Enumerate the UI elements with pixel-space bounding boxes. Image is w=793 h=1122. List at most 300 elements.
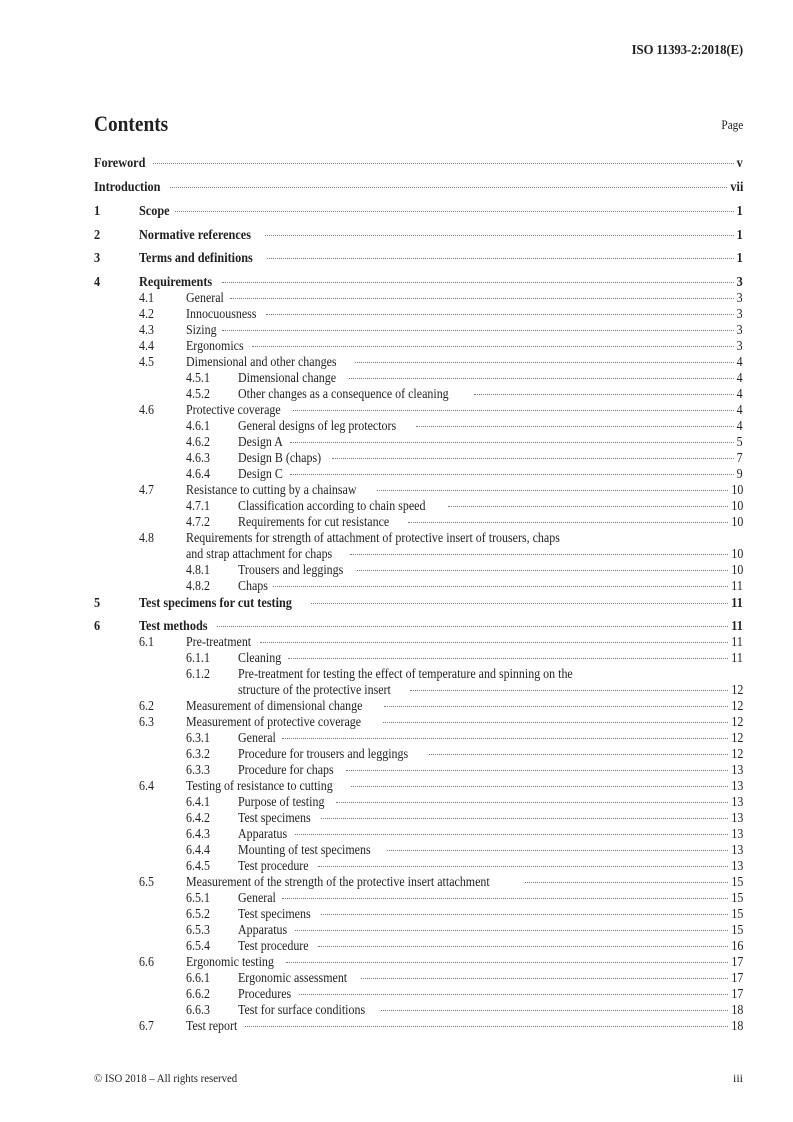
- section-number: 4.5.1: [186, 369, 210, 385]
- dot-leader: [381, 1010, 727, 1011]
- dot-leader: [318, 866, 727, 867]
- dot-leader: [290, 474, 734, 475]
- section-title[interactable]: Test procedure: [238, 858, 309, 873]
- dot-leader: [318, 946, 727, 947]
- toc-entry-line: [238, 682, 743, 698]
- section-number: 2: [94, 226, 101, 242]
- section-title[interactable]: Other changes as a consequence of cleaning: [238, 385, 449, 401]
- toc-entry[interactable]: [94, 938, 743, 954]
- section-number: 6.1: [139, 634, 154, 649]
- toc-entry[interactable]: [94, 906, 743, 922]
- toc-entry-line: [238, 986, 743, 1002]
- section-number: 6.6: [139, 954, 154, 969]
- dot-leader: [332, 458, 734, 459]
- section-number: 4.2: [139, 305, 154, 321]
- dot-leader: [350, 554, 727, 555]
- toc-entry[interactable]: [94, 434, 743, 450]
- toc-entry-line: [238, 906, 743, 922]
- section-number: 6.1.1: [186, 650, 210, 665]
- section-title[interactable]: Chaps: [238, 577, 268, 593]
- page-ref[interactable]: 11: [731, 577, 743, 593]
- section-number: 6.3: [139, 714, 154, 729]
- section-title[interactable]: Terms and definitions: [139, 250, 253, 265]
- toc-entry-line: [238, 890, 743, 906]
- section-number: 6.4.5: [186, 858, 210, 873]
- dot-leader: [295, 834, 728, 835]
- section-title[interactable]: Test specimens: [238, 906, 311, 921]
- section-title[interactable]: Dimensional and other changes: [186, 353, 337, 369]
- toc-entry[interactable]: [94, 306, 743, 322]
- section-number: 4.7.1: [186, 497, 210, 513]
- section-number: 6.5.1: [186, 890, 210, 905]
- section-number: 4.6.3: [186, 449, 210, 465]
- toc-entry[interactable]: [94, 290, 743, 306]
- toc-entry[interactable]: [94, 986, 743, 1002]
- toc-entry-line: [186, 874, 743, 890]
- toc-entry-line: [238, 578, 743, 594]
- page-column-label: Page: [721, 118, 743, 132]
- toc-entry[interactable]: [94, 273, 743, 290]
- page-ref[interactable]: 12: [731, 682, 743, 697]
- section-title[interactable]: Procedure for trousers and leggings: [238, 746, 409, 761]
- section-title[interactable]: and strap attachment for chaps: [186, 545, 333, 561]
- page-ref[interactable]: 15: [731, 874, 743, 889]
- dot-leader: [410, 690, 728, 691]
- section-title[interactable]: Requirements for cut resistance: [238, 513, 390, 529]
- page-ref[interactable]: 13: [731, 842, 743, 857]
- section-title[interactable]: Measurement of protective coverage: [186, 714, 362, 729]
- page-ref[interactable]: 4: [737, 369, 743, 385]
- toc-entry-line: [238, 1002, 743, 1018]
- section-number: 6.5: [139, 874, 154, 889]
- section-number: 6: [94, 618, 101, 633]
- page-ref[interactable]: 4: [737, 401, 743, 417]
- page-ref[interactable]: 11: [731, 594, 743, 610]
- section-number: 6.1.2: [186, 666, 210, 681]
- toc-entry[interactable]: [94, 450, 743, 466]
- section-title[interactable]: Procedure for chaps: [238, 762, 334, 777]
- toc-entry-line: [238, 938, 743, 954]
- section-number: 6.6.1: [186, 970, 210, 985]
- page-ref[interactable]: 4: [737, 353, 743, 369]
- page-ref[interactable]: 13: [731, 762, 743, 777]
- toc-entry-line: [238, 762, 743, 778]
- toc-entry-line: [238, 842, 743, 858]
- toc-entry-line: [238, 434, 743, 450]
- toc-entry[interactable]: [94, 179, 743, 203]
- page-ref[interactable]: 13: [731, 778, 743, 793]
- dot-leader: [355, 362, 734, 363]
- section-title[interactable]: Design A: [238, 433, 283, 449]
- table-of-contents: [94, 155, 743, 1034]
- toc-entry[interactable]: [94, 617, 743, 634]
- dot-leader: [175, 211, 734, 212]
- dot-leader: [408, 522, 728, 523]
- page-ref[interactable]: 18: [731, 1002, 743, 1017]
- toc-entry-line: [186, 954, 743, 970]
- section-number: 4.7: [139, 481, 154, 497]
- page-ref[interactable]: 3: [737, 337, 743, 353]
- section-title[interactable]: Apparatus: [238, 922, 288, 937]
- toc-entry-line: [186, 482, 743, 498]
- dot-leader: [282, 738, 728, 739]
- section-title[interactable]: Measurement of the strength of the protective insert attachment: [186, 874, 490, 889]
- section-title[interactable]: General: [186, 289, 224, 305]
- toc-entry[interactable]: [94, 578, 743, 594]
- page-ref[interactable]: 12: [731, 698, 743, 713]
- section-title[interactable]: Apparatus: [238, 826, 288, 841]
- section-number: 3: [94, 250, 101, 265]
- toc-entry-line: [238, 810, 743, 826]
- toc-entry-line: [238, 794, 743, 810]
- section-title[interactable]: Pre-treatment for testing the effect of temperature and spinning on the: [238, 666, 573, 681]
- toc-entry[interactable]: [94, 202, 743, 226]
- dot-leader: [349, 378, 734, 379]
- section-number: 4.5.2: [186, 385, 210, 401]
- dot-leader: [170, 187, 727, 188]
- section-title[interactable]: Classification according to chain speed: [238, 497, 426, 513]
- section-title[interactable]: Test procedure: [238, 938, 309, 953]
- section-title[interactable]: Ergonomics: [186, 337, 244, 353]
- page-ref[interactable]: 10: [731, 481, 743, 497]
- section-number: 4.3: [139, 321, 154, 337]
- dot-leader: [265, 235, 734, 236]
- page-ref[interactable]: 17: [731, 986, 743, 1001]
- page-ref[interactable]: 1: [736, 250, 743, 265]
- page-ref[interactable]: 3: [737, 305, 743, 321]
- toc-entry-line: [238, 746, 743, 762]
- toc-entry-line: [186, 354, 743, 370]
- page-ref[interactable]: 13: [731, 826, 743, 841]
- page-ref[interactable]: 13: [731, 858, 743, 873]
- page-ref[interactable]: 4: [737, 385, 743, 401]
- toc-entry[interactable]: [94, 482, 743, 498]
- dot-leader: [295, 930, 728, 931]
- toc-entry[interactable]: [94, 370, 743, 386]
- page-ref[interactable]: 3: [736, 273, 743, 289]
- toc-entry[interactable]: [94, 1018, 743, 1034]
- toc-entry[interactable]: [94, 386, 743, 402]
- section-title[interactable]: Sizing: [186, 321, 217, 337]
- section-title[interactable]: Test for surface conditions: [238, 1002, 366, 1017]
- toc-entry[interactable]: [94, 1002, 743, 1018]
- dot-leader: [153, 163, 734, 164]
- toc-entry[interactable]: [94, 249, 743, 273]
- dot-leader: [217, 626, 728, 627]
- page-ref[interactable]: 15: [731, 906, 743, 921]
- section-title[interactable]: Test specimens: [238, 810, 311, 825]
- toc-entry-line: [186, 778, 743, 794]
- page-ref[interactable]: 11: [731, 634, 743, 649]
- dot-leader: [290, 442, 734, 443]
- section-number: 4.1: [139, 289, 154, 305]
- page-ref[interactable]: 11: [731, 618, 743, 633]
- page-ref[interactable]: 4: [737, 417, 743, 433]
- dot-leader: [273, 586, 728, 587]
- section-number: 6.5.2: [186, 906, 210, 921]
- section-title[interactable]: Trousers and leggings: [238, 561, 344, 577]
- toc-entry[interactable]: [94, 594, 743, 618]
- page-ref[interactable]: 15: [731, 890, 743, 905]
- dot-leader: [311, 603, 728, 604]
- section-title[interactable]: Procedures: [238, 986, 292, 1001]
- toc-entry[interactable]: [94, 826, 743, 842]
- section-title[interactable]: Requirements for strength of attachment of protective insert of trousers, chaps: [186, 529, 560, 545]
- toc-entry[interactable]: [94, 322, 743, 338]
- dot-leader: [245, 1026, 728, 1027]
- dot-leader: [383, 722, 728, 723]
- copyright-notice: © ISO 2018 – All rights reserved: [94, 1071, 238, 1085]
- toc-entry-line: [238, 498, 743, 514]
- page-ref[interactable]: 10: [731, 497, 743, 513]
- dot-leader: [429, 754, 728, 755]
- section-title[interactable]: Mounting of test specimens: [238, 842, 371, 857]
- toc-entry-line: [238, 386, 743, 402]
- toc-entry[interactable]: [94, 155, 743, 179]
- page-ref[interactable]: 1: [736, 203, 743, 218]
- toc-entry-line: [186, 338, 743, 354]
- section-number: 6.3.2: [186, 746, 210, 761]
- dot-leader: [293, 410, 734, 411]
- section-number: 6.4: [139, 778, 154, 793]
- section-title[interactable]: Innocuousness: [186, 305, 257, 321]
- page-ref[interactable]: 12: [731, 730, 743, 745]
- section-number: 6.4.1: [186, 794, 210, 809]
- section-title[interactable]: Ergonomic assessment: [238, 970, 348, 985]
- toc-entry[interactable]: [94, 402, 743, 418]
- section-title[interactable]: Requirements: [139, 273, 213, 289]
- page-ref[interactable]: v: [736, 155, 743, 170]
- toc-entry[interactable]: [94, 562, 743, 578]
- section-title[interactable]: Introduction: [94, 178, 161, 194]
- section-title[interactable]: General designs of leg protectors: [238, 417, 397, 433]
- toc-entry-line: [238, 466, 743, 482]
- page-ref[interactable]: 18: [731, 1018, 743, 1033]
- section-title[interactable]: General: [238, 890, 276, 905]
- dot-leader: [336, 802, 728, 803]
- toc-entry[interactable]: [94, 418, 743, 434]
- toc-entry-line: [238, 650, 743, 666]
- dot-leader: [321, 818, 728, 819]
- section-number: 6.4.4: [186, 842, 210, 857]
- toc-entry-line: [238, 450, 743, 466]
- section-title[interactable]: Test methods: [139, 618, 208, 633]
- section-number: 6.3.1: [186, 730, 210, 745]
- page-ref[interactable]: 3: [737, 289, 743, 305]
- section-title[interactable]: Test report: [186, 1018, 238, 1033]
- page-ref[interactable]: 3: [737, 321, 743, 337]
- toc-entry-line: [186, 402, 743, 418]
- section-number: 4: [94, 273, 101, 289]
- toc-entry[interactable]: [94, 970, 743, 986]
- toc-entry-line: [139, 202, 743, 220]
- section-number: 4.8: [139, 529, 154, 545]
- dot-leader: [252, 346, 734, 347]
- dot-leader: [416, 426, 735, 427]
- toc-entry-line: [238, 562, 743, 578]
- dot-leader: [361, 978, 727, 979]
- dot-leader: [282, 898, 728, 899]
- section-title[interactable]: Testing of resistance to cutting: [186, 778, 333, 793]
- page-number: iii: [732, 1071, 743, 1085]
- section-number: 1: [94, 203, 101, 218]
- section-number: 6.4.2: [186, 810, 210, 825]
- document-id: ISO 11393-2:2018(E): [631, 43, 743, 58]
- toc-entry-line: [139, 249, 743, 267]
- toc-entry[interactable]: [94, 530, 743, 546]
- toc-entry[interactable]: [94, 858, 743, 874]
- dot-leader: [448, 506, 727, 507]
- page-ref[interactable]: 16: [731, 938, 743, 953]
- section-title[interactable]: Foreword: [94, 155, 146, 170]
- toc-entry[interactable]: [94, 890, 743, 906]
- section-number: 6.5.4: [186, 938, 210, 953]
- toc-entry[interactable]: [94, 714, 743, 730]
- toc-entry-line: [186, 306, 743, 322]
- toc-entry[interactable]: [94, 762, 743, 778]
- page-ref[interactable]: 17: [731, 970, 743, 985]
- dot-leader: [525, 882, 727, 883]
- section-title[interactable]: Purpose of testing: [238, 794, 325, 809]
- toc-entry-line: [139, 617, 743, 635]
- toc-entry-line: [139, 226, 743, 244]
- page-ref[interactable]: 1: [736, 226, 743, 242]
- toc-entry[interactable]: [94, 338, 743, 354]
- toc-entry-line: [139, 594, 743, 612]
- section-title[interactable]: General: [238, 730, 276, 745]
- page-ref[interactable]: 17: [731, 954, 743, 969]
- toc-entry[interactable]: [94, 842, 743, 858]
- dot-leader: [222, 330, 734, 331]
- page-ref[interactable]: 12: [731, 746, 743, 761]
- toc-entry-line: [186, 1018, 743, 1034]
- page-ref[interactable]: 7: [737, 449, 743, 465]
- toc-entry[interactable]: [94, 874, 743, 890]
- dot-leader: [286, 962, 728, 963]
- page-ref[interactable]: vii: [730, 178, 743, 194]
- section-number: 6.7: [139, 1018, 154, 1033]
- dot-leader: [474, 394, 734, 395]
- section-number: 6.2: [139, 698, 154, 713]
- dot-leader: [260, 642, 728, 643]
- section-number: 4.6.4: [186, 465, 210, 481]
- toc-entry-line: [186, 698, 743, 714]
- toc-entry-line: [238, 826, 743, 842]
- toc-entry-line: [238, 970, 743, 986]
- page-ref[interactable]: 13: [731, 810, 743, 825]
- toc-entry[interactable]: [94, 666, 743, 682]
- toc-entry-line: [94, 155, 743, 171]
- page-ref[interactable]: 10: [731, 513, 743, 529]
- section-number: 6.4.3: [186, 826, 210, 841]
- toc-entry-line: [186, 546, 743, 562]
- toc-entry-line: [238, 922, 743, 938]
- toc-entry[interactable]: [94, 634, 743, 650]
- section-title[interactable]: Normative references: [139, 226, 251, 242]
- section-number: 6.3.3: [186, 762, 210, 777]
- section-number: 4.7.2: [186, 513, 210, 529]
- section-title[interactable]: Design B (chaps): [238, 449, 322, 465]
- page-ref[interactable]: 13: [731, 794, 743, 809]
- dot-leader: [299, 994, 728, 995]
- section-number: 4.6: [139, 401, 154, 417]
- toc-entry-line: [238, 514, 743, 530]
- toc-entry-line: [238, 730, 743, 746]
- toc-entry-line: [139, 273, 743, 291]
- toc-entry[interactable]: [94, 730, 743, 746]
- section-title[interactable]: Resistance to cutting by a chainsaw: [186, 481, 357, 497]
- section-title[interactable]: Test specimens for cut testing: [139, 594, 292, 610]
- page-ref[interactable]: 10: [731, 561, 743, 577]
- toc-entry[interactable]: [94, 226, 743, 250]
- page-ref[interactable]: 12: [731, 714, 743, 729]
- toc-entry[interactable]: [94, 546, 743, 562]
- toc-entry[interactable]: [94, 922, 743, 938]
- toc-entry[interactable]: [94, 778, 743, 794]
- toc-entry-line: [186, 714, 743, 730]
- toc-entry[interactable]: [94, 354, 743, 370]
- dot-leader: [377, 490, 727, 491]
- section-title[interactable]: Design C: [238, 465, 283, 481]
- section-number: 4.8.1: [186, 561, 210, 577]
- toc-entry[interactable]: [94, 746, 743, 762]
- toc-entry-line: [186, 530, 743, 546]
- dot-leader: [321, 914, 728, 915]
- dot-leader: [230, 298, 734, 299]
- toc-entry[interactable]: [94, 650, 743, 666]
- toc-entry[interactable]: [94, 698, 743, 714]
- dot-leader: [222, 282, 734, 283]
- section-number: 6.6.3: [186, 1002, 210, 1017]
- page-ref[interactable]: 11: [731, 650, 743, 665]
- section-number: 6.6.2: [186, 986, 210, 1001]
- dot-leader: [351, 786, 728, 787]
- page-ref[interactable]: 9: [737, 465, 743, 481]
- toc-entry-line: [186, 634, 743, 650]
- dot-leader: [387, 850, 727, 851]
- page-title: Contents: [94, 111, 169, 136]
- section-number: 4.4: [139, 337, 154, 353]
- section-number: 5: [94, 594, 101, 610]
- section-title[interactable]: Dimensional change: [238, 369, 337, 385]
- dot-leader: [267, 258, 734, 259]
- toc-entry[interactable]: [94, 682, 743, 698]
- section-number: 4.8.2: [186, 577, 210, 593]
- section-title[interactable]: Cleaning: [238, 650, 282, 665]
- section-title[interactable]: Pre-treatment: [186, 634, 252, 649]
- toc-entry-line: [238, 666, 743, 682]
- section-title[interactable]: Measurement of dimensional change: [186, 698, 363, 713]
- toc-entry[interactable]: [94, 810, 743, 826]
- section-title[interactable]: structure of the protective insert: [238, 682, 391, 697]
- toc-entry[interactable]: [94, 954, 743, 970]
- toc-entry[interactable]: [94, 466, 743, 482]
- page-ref[interactable]: 5: [737, 433, 743, 449]
- section-title[interactable]: Ergonomic testing: [186, 954, 274, 969]
- page-ref[interactable]: 10: [731, 545, 743, 561]
- toc-entry-line: [238, 858, 743, 874]
- toc-entry[interactable]: [94, 498, 743, 514]
- toc-entry[interactable]: [94, 514, 743, 530]
- toc-entry-line: [94, 179, 743, 195]
- section-title[interactable]: Protective coverage: [186, 401, 281, 417]
- dot-leader: [288, 658, 728, 659]
- toc-entry[interactable]: [94, 794, 743, 810]
- section-title[interactable]: Scope: [139, 203, 170, 218]
- toc-entry-line: [186, 322, 743, 338]
- page-ref[interactable]: 15: [731, 922, 743, 937]
- toc-entry-line: [238, 370, 743, 386]
